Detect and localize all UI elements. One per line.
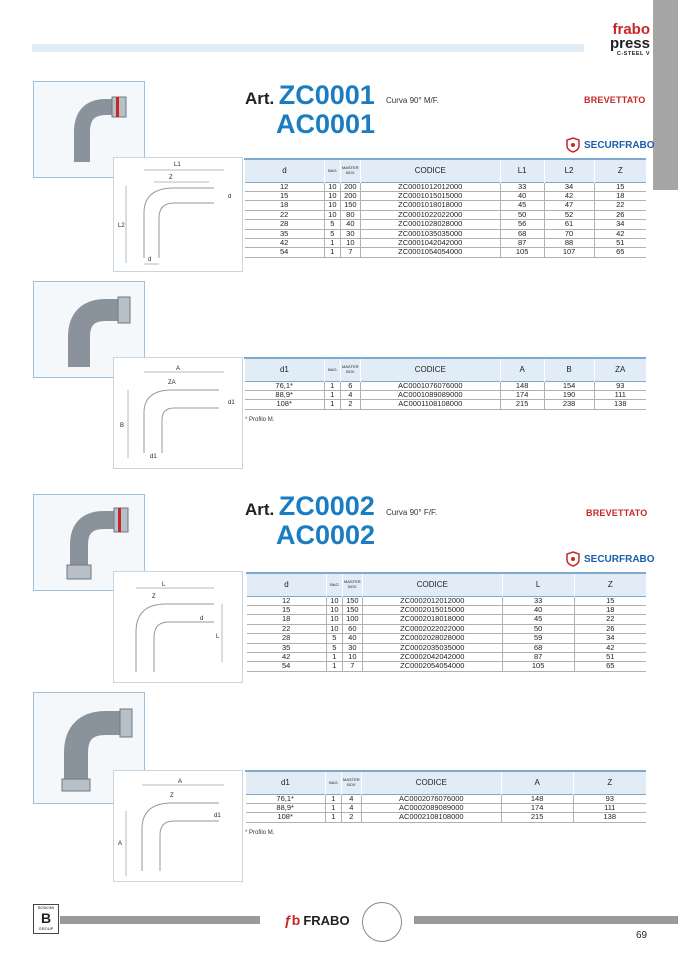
table-header — [247, 573, 647, 596]
cell: 7 — [340, 248, 360, 257]
frabo-text: FRABO — [303, 912, 350, 928]
drawing-zc0002 — [113, 571, 243, 683]
cell: ZC0002042042000 — [362, 652, 502, 661]
cell: 54 — [245, 248, 325, 257]
cell: 10 — [326, 596, 342, 605]
cell: ZC0002035035000 — [362, 643, 502, 652]
cell: 200 — [340, 182, 360, 191]
dim-d1: d1 — [214, 813, 221, 819]
cell: 148 — [500, 381, 544, 390]
cell: 59 — [502, 634, 574, 643]
cell: ZC0001012012000 — [360, 182, 500, 191]
cell: 26 — [594, 210, 646, 219]
cell: 10 — [324, 210, 340, 219]
cell: 28 — [247, 634, 327, 643]
frabo-footer-logo — [284, 912, 350, 928]
th-b: B — [544, 358, 594, 381]
cell: 1 — [324, 248, 340, 257]
art-code-1: ZC0002 — [278, 491, 375, 521]
cell: 18 — [247, 615, 327, 624]
patent-label: BREVETTATO — [584, 95, 646, 105]
art-code-2: AC0001 — [276, 109, 376, 139]
dim-l1: L1 — [174, 162, 181, 168]
table-row — [247, 596, 647, 605]
th-a: A — [501, 771, 573, 794]
securfrabo-text: SECURFRABO — [584, 553, 655, 565]
cell: 154 — [544, 381, 594, 390]
drawing-ac0001 — [113, 357, 243, 469]
cell: 22 — [245, 210, 325, 219]
shield-icon — [566, 137, 580, 153]
art-code-1: ZC0001 — [278, 80, 375, 110]
cell: 215 — [501, 813, 573, 822]
cell: 76,1* — [245, 381, 325, 390]
cell: 10 — [326, 605, 342, 614]
th-bag: BAG — [324, 358, 340, 381]
side-tab — [653, 0, 678, 190]
cell: 93 — [573, 794, 646, 803]
cell: 4 — [340, 390, 360, 399]
cell: 1 — [324, 238, 340, 247]
table-row — [245, 182, 647, 191]
cell: 4 — [341, 794, 361, 803]
cell: ZC0002054054000 — [362, 662, 502, 671]
cell: ZC0001028028000 — [360, 220, 500, 229]
cell: 138 — [573, 813, 646, 822]
cell: 1 — [325, 794, 341, 803]
dim-b: B — [120, 423, 125, 429]
dim-z: Z — [169, 175, 173, 181]
cell: 40 — [500, 191, 544, 200]
logo-line1: frabo — [612, 21, 650, 38]
cell: ZC0002018018000 — [362, 615, 502, 624]
cell: 238 — [544, 400, 594, 409]
cell: 10 — [324, 201, 340, 210]
dim-z: Z — [170, 793, 174, 799]
dim-l: L — [162, 582, 166, 588]
cell: 68 — [502, 643, 574, 652]
securfrabo-badge — [566, 551, 655, 567]
cell: 10 — [324, 182, 340, 191]
cell: 105 — [500, 248, 544, 257]
profile-note-1 — [245, 417, 274, 423]
cell: 2 — [341, 813, 361, 822]
th-codice: CODICE — [361, 771, 501, 794]
product-description: Curva 90° F/F. — [386, 508, 438, 517]
cell: ZC0001018018000 — [360, 201, 500, 210]
cell: ZC0001022022000 — [360, 210, 500, 219]
cell: 15 — [247, 605, 327, 614]
table-zc0002 — [246, 572, 646, 672]
bz-letter: B — [40, 910, 52, 926]
bonomi-group-logo — [33, 904, 59, 934]
table-row — [245, 201, 647, 210]
table-row — [246, 794, 647, 803]
cell: ZC0002028028000 — [362, 634, 502, 643]
table-row — [247, 634, 647, 643]
cell: 1 — [325, 803, 341, 812]
profile-note-2 — [245, 830, 274, 836]
dim-d1: d1 — [150, 454, 157, 460]
cell: ZC0001042042000 — [360, 238, 500, 247]
cell: AC0001076076000 — [360, 381, 500, 390]
table-row — [245, 381, 647, 390]
cell: 54 — [247, 662, 327, 671]
th-master-box: MASTER BOX — [340, 358, 360, 381]
cell: AC0001089089000 — [360, 390, 500, 399]
th-master-box: MASTER BOX — [342, 573, 362, 596]
table-row — [245, 400, 647, 409]
dim-d-right: d — [228, 194, 232, 200]
cell: 87 — [502, 652, 574, 661]
drawing-zc0001 — [113, 157, 243, 272]
note-star: * — [245, 830, 248, 836]
cell: 88,9* — [245, 390, 325, 399]
cell: 1 — [324, 400, 340, 409]
cell: 87 — [500, 238, 544, 247]
cell: 18 — [594, 191, 646, 200]
th-l2: L2 — [544, 159, 594, 182]
table-row — [245, 220, 647, 229]
note-text: Profilo M. — [249, 417, 275, 423]
patent-label: BREVETTATO — [586, 508, 648, 518]
cell: 15 — [574, 596, 646, 605]
cell: 5 — [326, 634, 342, 643]
cell: 61 — [544, 220, 594, 229]
cell: 45 — [500, 201, 544, 210]
cell: 51 — [594, 238, 646, 247]
cell: 22 — [247, 624, 327, 633]
cell: 50 — [500, 210, 544, 219]
product-description: Curva 90° M/F. — [386, 96, 439, 105]
cell: 150 — [342, 605, 362, 614]
th-bag: BAG — [326, 573, 342, 596]
cell: 50 — [502, 624, 574, 633]
cell: 7 — [342, 662, 362, 671]
th-bag: BAG — [324, 159, 340, 182]
cell: AC0002089089000 — [361, 803, 501, 812]
dim-a: A — [178, 779, 183, 785]
cell: 35 — [247, 643, 327, 652]
cell: 108* — [246, 813, 326, 822]
cell: 68 — [500, 229, 544, 238]
cell: 105 — [502, 662, 574, 671]
dim-d1-right: d1 — [228, 400, 235, 406]
cell: 138 — [594, 400, 646, 409]
drawing-ac0002 — [113, 770, 243, 882]
cell: 88,9* — [246, 803, 326, 812]
cell: 42 — [544, 191, 594, 200]
footer-bar-left — [60, 916, 260, 924]
cell: 60 — [342, 624, 362, 633]
cell: 1 — [325, 813, 341, 822]
dim-a-left: A — [118, 841, 123, 847]
dimension-drawing — [114, 771, 242, 881]
cell: 40 — [502, 605, 574, 614]
cell: 34 — [594, 220, 646, 229]
art-code-2: AC0002 — [276, 520, 376, 550]
cell: 2 — [340, 400, 360, 409]
th-za: ZA — [594, 358, 646, 381]
cell: ZC0002022022000 — [362, 624, 502, 633]
th-master-box: MASTER BOX — [340, 159, 360, 182]
th-d1: d1 — [245, 358, 325, 381]
cell: 10 — [326, 624, 342, 633]
th-z: Z — [573, 771, 646, 794]
cell: 56 — [500, 220, 544, 229]
cell: 5 — [324, 229, 340, 238]
cell: 174 — [500, 390, 544, 399]
cell: ZC0002015015000 — [362, 605, 502, 614]
cell: 12 — [247, 596, 327, 605]
cell: 26 — [574, 624, 646, 633]
table-ac0001 — [244, 357, 646, 410]
table-row — [245, 248, 647, 257]
dim-l2: L2 — [118, 223, 125, 229]
dimension-drawing — [114, 358, 242, 468]
th-d1: d1 — [246, 771, 326, 794]
cell: 15 — [594, 182, 646, 191]
cell: 34 — [544, 182, 594, 191]
logo-line2: press — [609, 35, 650, 52]
cell: ZC0001015015000 — [360, 191, 500, 200]
cell: 93 — [594, 381, 646, 390]
table-header — [246, 771, 647, 794]
cell: 30 — [340, 229, 360, 238]
table-zc0001 — [244, 158, 646, 258]
footer-bar-right — [414, 916, 678, 924]
cell: 100 — [342, 615, 362, 624]
th-z: Z — [594, 159, 646, 182]
article-title-2 — [245, 493, 375, 549]
cell: AC0002108108000 — [361, 813, 501, 822]
dim-za: ZA — [168, 380, 176, 386]
cell: 80 — [340, 210, 360, 219]
cell: 111 — [573, 803, 646, 812]
cell: 148 — [501, 794, 573, 803]
bz-top: BONOMI — [37, 905, 55, 910]
cell: 1 — [324, 390, 340, 399]
bz-bottom: GROUP — [38, 926, 54, 931]
cell: 42 — [594, 229, 646, 238]
cell: ZC0002012012000 — [362, 596, 502, 605]
cell: 6 — [340, 381, 360, 390]
dim-d: d — [200, 616, 204, 622]
th-codice: CODICE — [360, 159, 500, 182]
shield-icon — [566, 551, 580, 567]
cell: 76,1* — [246, 794, 326, 803]
art-prefix: Art. — [245, 89, 275, 108]
cell: 34 — [574, 634, 646, 643]
cell: 150 — [342, 596, 362, 605]
cell: 15 — [245, 191, 325, 200]
cell: 4 — [341, 803, 361, 812]
table-row — [247, 662, 647, 671]
cell: 42 — [245, 238, 325, 247]
cell: 108* — [245, 400, 325, 409]
frabo-mark-icon: ƒb — [284, 912, 301, 928]
dim-a: A — [176, 366, 181, 372]
cell: 35 — [245, 229, 325, 238]
cell: 22 — [574, 615, 646, 624]
cell: 65 — [594, 248, 646, 257]
th-codice: CODICE — [360, 358, 500, 381]
cell: 5 — [324, 220, 340, 229]
logo-line3: C-STEEL V — [616, 51, 650, 57]
article-title-1 — [245, 82, 375, 138]
cell: 18 — [574, 605, 646, 614]
cell: 42 — [574, 643, 646, 652]
cell: 65 — [574, 662, 646, 671]
cell: 10 — [340, 238, 360, 247]
frabo-press-logo — [588, 22, 650, 58]
cell: 30 — [342, 643, 362, 652]
art-prefix: Art. — [245, 500, 275, 519]
cell: 40 — [340, 220, 360, 229]
securfrabo-badge — [566, 137, 655, 153]
cell: 45 — [502, 615, 574, 624]
th-z: Z — [574, 573, 646, 596]
cell: 12 — [245, 182, 325, 191]
cell: 1 — [324, 381, 340, 390]
securfrabo-text: SECURFRABO — [584, 139, 655, 151]
cell: ZC0001054054000 — [360, 248, 500, 257]
dim-z: Z — [152, 594, 156, 600]
cell: 52 — [544, 210, 594, 219]
cell: 10 — [324, 191, 340, 200]
cell: AC0001108108000 — [360, 400, 500, 409]
table-ac0002 — [245, 770, 646, 823]
table-row — [247, 615, 647, 624]
certification-seal — [362, 902, 402, 942]
cell: 88 — [544, 238, 594, 247]
th-d: d — [247, 573, 327, 596]
cell: 5 — [326, 643, 342, 652]
th-d: d — [245, 159, 325, 182]
page-number: 69 — [636, 930, 648, 941]
cell: 111 — [594, 390, 646, 399]
cell: 174 — [501, 803, 573, 812]
table-header — [245, 358, 647, 381]
dim-l-right: L — [216, 634, 220, 640]
th-codice: CODICE — [362, 573, 502, 596]
cell: 42 — [247, 652, 327, 661]
cell: 70 — [544, 229, 594, 238]
cell: 1 — [326, 662, 342, 671]
table-header — [245, 159, 647, 182]
cell: 215 — [500, 400, 544, 409]
cell: 33 — [500, 182, 544, 191]
cell: 190 — [544, 390, 594, 399]
cell: 28 — [245, 220, 325, 229]
dimension-drawing — [114, 572, 242, 682]
cell: 33 — [502, 596, 574, 605]
note-text: Profilo M. — [249, 830, 275, 836]
th-a: A — [500, 358, 544, 381]
cell: 150 — [340, 201, 360, 210]
cell: 107 — [544, 248, 594, 257]
cell: 10 — [326, 615, 342, 624]
note-star: * — [245, 417, 248, 423]
cell: 1 — [326, 652, 342, 661]
cell: 22 — [594, 201, 646, 210]
cell: 40 — [342, 634, 362, 643]
cell: 10 — [342, 652, 362, 661]
th-l: L — [502, 573, 574, 596]
table-row — [246, 813, 647, 822]
cell: ZC0001035035000 — [360, 229, 500, 238]
cell: 200 — [340, 191, 360, 200]
th-master-box: MASTER BOX — [341, 771, 361, 794]
header-bar — [32, 44, 584, 52]
th-bag: BAG — [325, 771, 341, 794]
cell: 18 — [245, 201, 325, 210]
cell: 51 — [574, 652, 646, 661]
th-l1: L1 — [500, 159, 544, 182]
dimension-drawing — [114, 158, 242, 271]
dim-d: d — [148, 257, 152, 263]
cell: 47 — [544, 201, 594, 210]
cell: AC0002076076000 — [361, 794, 501, 803]
